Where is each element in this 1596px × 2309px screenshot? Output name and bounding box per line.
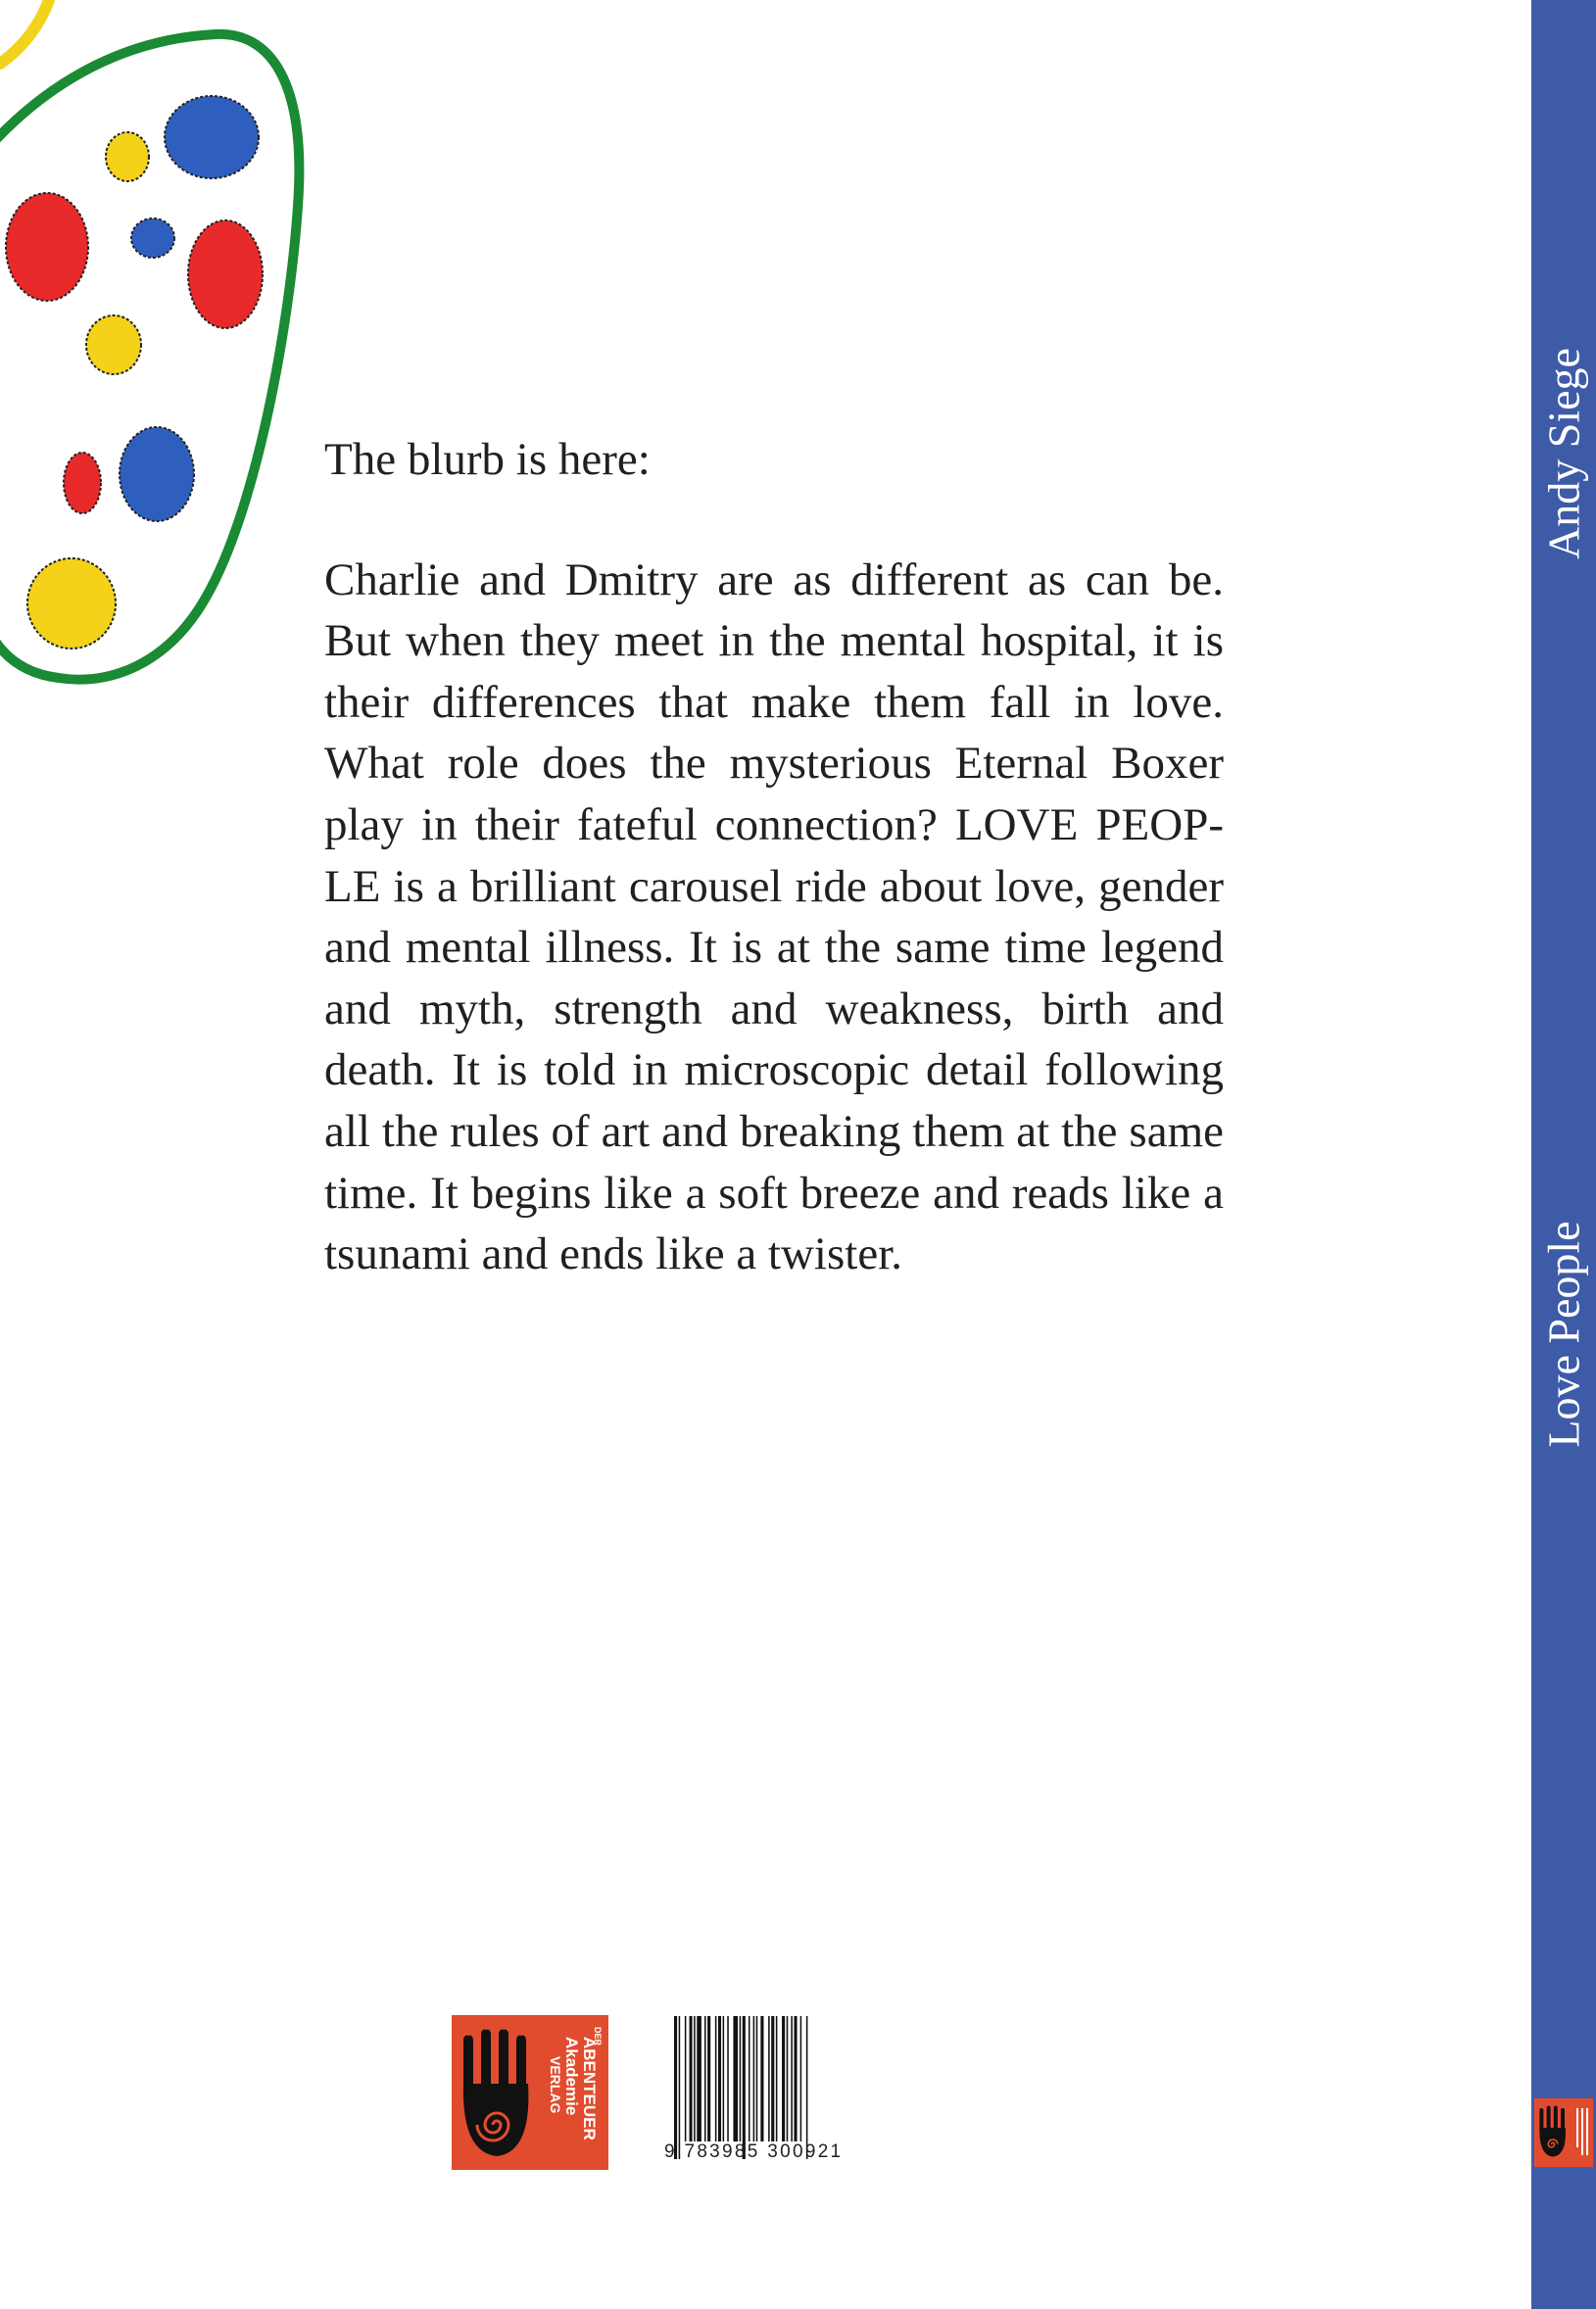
barcode-bar [740, 2016, 742, 2141]
red-dot [64, 453, 101, 513]
hand-spiral-icon [458, 2025, 546, 2162]
blue-dot [165, 96, 259, 178]
yellow-brush-stroke [0, 0, 49, 64]
isbn-barcode [664, 2016, 860, 2163]
publisher-line-der: DER [593, 2027, 603, 2046]
painted-artwork [0, 0, 333, 705]
barcode-bar [800, 2016, 802, 2141]
yellow-dot [106, 132, 149, 181]
publisher-name [546, 2019, 605, 2166]
barcode-bar [694, 2016, 696, 2141]
barcode-bar [756, 2016, 758, 2141]
yellow-dot [27, 558, 116, 649]
barcode-bar [749, 2016, 750, 2141]
barcode-bar [753, 2016, 755, 2141]
red-dot [6, 193, 88, 301]
book-spine [1531, 0, 1596, 2309]
publisher-line-abenteuer: ABENTEUER [580, 2037, 599, 2141]
barcode-bar [727, 2016, 729, 2141]
barcode-bar [768, 2016, 770, 2141]
barcode-bar [723, 2016, 725, 2141]
barcode-bar [674, 2016, 677, 2159]
spine-publisher-logo [1534, 2098, 1593, 2167]
blurb-text: Charlie and Dmitry are as different as can be. But when they meet in the mental hospital, it is their differences that make them fall in love. What role does the mysterious Eternal Boxer play in their fateful connection? LOVE PEOPLE is a brilliant carousel ride about love, gender and mental illness. It is at the same time legend and myth, strength and weakness, birth and death. It is told in microscopic detail following all the rules of art and breaking them at the same time. It begins like a soft breeze and reads like a tsunami and ends like a twister. [324, 553, 1224, 1280]
blurb-block [324, 429, 1224, 1285]
publisher-logo [452, 2015, 608, 2170]
barcode-bar [679, 2016, 681, 2159]
spine-title: Love People [1538, 1221, 1589, 1448]
publisher-wordmark-icon [1573, 2104, 1591, 2161]
barcode-bar [707, 2016, 710, 2141]
barcode-bar [794, 2016, 797, 2141]
barcode-bar [782, 2016, 785, 2141]
barcode-bar [704, 2016, 706, 2141]
red-dot [188, 220, 263, 328]
barcode-bar [743, 2016, 746, 2159]
barcode-bar [760, 2016, 763, 2141]
barcode-bar [776, 2016, 778, 2141]
barcode-bar [718, 2016, 721, 2141]
barcode-bar [690, 2016, 693, 2141]
barcode-bar [697, 2016, 701, 2141]
yellow-dot [86, 315, 141, 374]
isbn-digits: 9 783985 300921 [664, 2141, 844, 2162]
barcode-bar [806, 2016, 808, 2159]
barcode-bar [715, 2016, 717, 2141]
hand-spiral-icon [1537, 2104, 1572, 2159]
barcode-bar [685, 2016, 687, 2141]
blurb-heading: The blurb is here: [324, 434, 651, 485]
publisher-line-verlag: VERLAG [548, 2056, 563, 2114]
barcode-bar [771, 2016, 774, 2141]
spine-author: Andy Siege [1538, 348, 1589, 559]
barcode-bar [787, 2016, 789, 2141]
barcode-bar [733, 2016, 738, 2141]
publisher-line-akademie: Akademie [562, 2037, 581, 2116]
barcode-bar [791, 2016, 793, 2141]
blue-dot [120, 427, 194, 521]
blue-dot [131, 218, 174, 258]
